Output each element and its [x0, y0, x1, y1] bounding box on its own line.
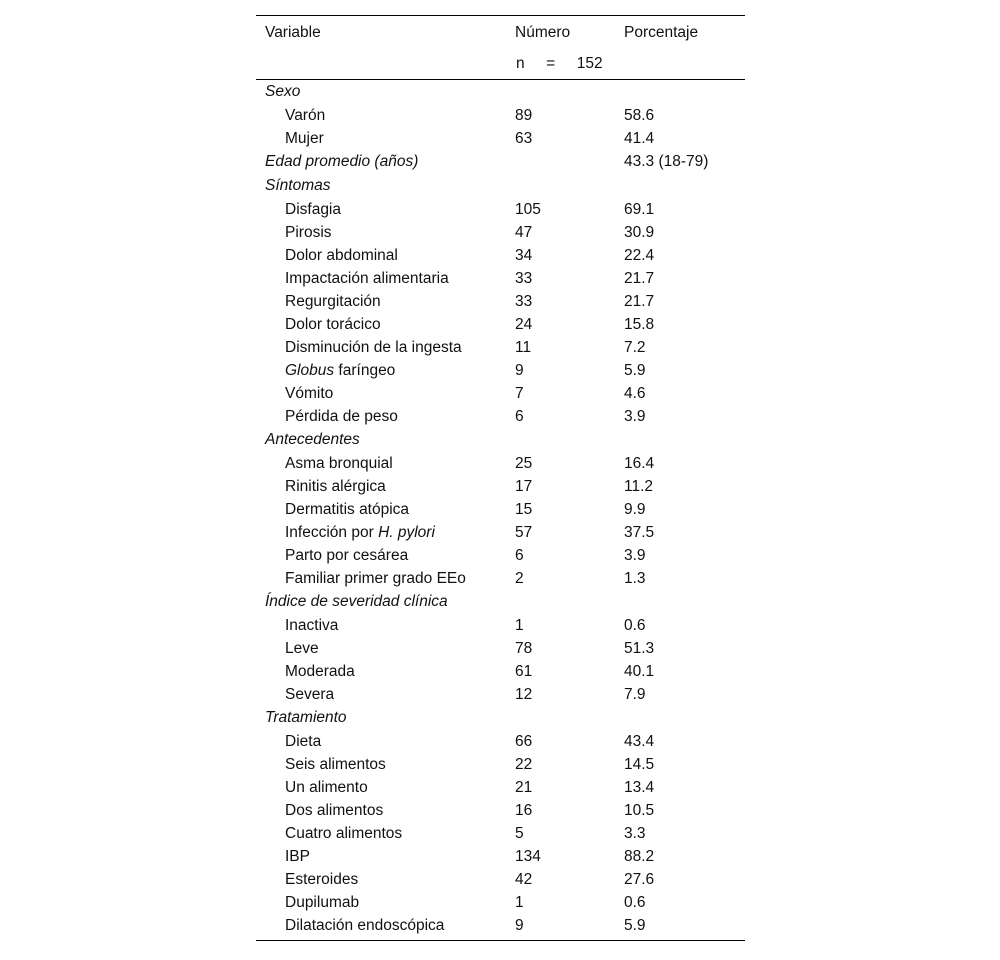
row-percentage: 51.3 [624, 640, 655, 657]
row-label: Cuatro alimentos [285, 825, 403, 842]
row-number: 66 [515, 733, 533, 750]
row-percentage: 69.1 [624, 201, 655, 218]
row-label: Dilatación endoscópica [285, 917, 445, 934]
row-percentage: 14.5 [624, 756, 655, 773]
row-label-rest: faríngeo [334, 362, 396, 379]
row-label: Leve [285, 640, 319, 657]
table-row [256, 313, 745, 336]
row-number: 6 [515, 408, 524, 425]
row-label: Rinitis alérgica [285, 478, 386, 495]
row-label: Disminución de la ingesta [285, 339, 462, 356]
row-label-prefix: Infección por [285, 524, 379, 541]
row-percentage: 21.7 [624, 293, 655, 310]
row-label: Un alimento [285, 779, 368, 796]
row-label: Inactiva [285, 617, 339, 634]
row-number: 5 [515, 825, 524, 842]
row-number: 105 [515, 201, 541, 218]
row-label: Regurgitación [285, 293, 381, 310]
row-percentage: 43.3 (18-79) [624, 153, 709, 170]
row-percentage: 58.6 [624, 107, 655, 124]
table-row [256, 776, 745, 799]
row-percentage: 0.6 [624, 617, 646, 634]
row-label: Moderada [285, 663, 355, 680]
row-percentage: 5.9 [624, 362, 646, 379]
row-label: Severa [285, 686, 335, 703]
row-percentage: 13.4 [624, 779, 655, 796]
header-porcentaje: Porcentaje [624, 24, 699, 41]
table-row [256, 521, 745, 544]
table-row [256, 730, 745, 753]
table-row [256, 452, 745, 475]
row-percentage: 9.9 [624, 501, 646, 518]
table-header [256, 16, 745, 80]
section-row-antecedentes [256, 428, 745, 452]
row-label: Impactación alimentaria [285, 270, 449, 287]
row-number: 6 [515, 547, 524, 564]
row-percentage: 7.9 [624, 686, 646, 703]
row-label: Pérdida de peso [285, 408, 398, 425]
row-number: 42 [515, 871, 533, 888]
table-row [256, 498, 745, 521]
row-number: 25 [515, 455, 533, 472]
table-row [256, 267, 745, 290]
row-percentage: 16.4 [624, 455, 655, 472]
table-row [256, 221, 745, 244]
row-percentage: 7.2 [624, 339, 646, 356]
row-label [285, 359, 395, 382]
section-row-sexo [256, 80, 745, 104]
row-number: 9 [515, 917, 524, 934]
table-row [256, 104, 745, 127]
row-number: 12 [515, 686, 533, 703]
row-label-italic: Globus [285, 362, 335, 379]
row-label [285, 521, 435, 544]
section-row-edad [256, 150, 745, 174]
table-row [256, 359, 745, 382]
row-label: Familiar primer grado EEo [285, 570, 466, 587]
row-label: Varón [285, 107, 326, 124]
table-row [256, 868, 745, 891]
row-percentage: 3.9 [624, 547, 646, 564]
table-row [256, 475, 745, 498]
row-number: 9 [515, 362, 524, 379]
row-number: 16 [515, 802, 533, 819]
table-row [256, 244, 745, 267]
row-percentage: 27.6 [624, 871, 655, 888]
row-number: 78 [515, 640, 533, 657]
table-row [256, 198, 745, 221]
row-number: 34 [515, 247, 533, 264]
row-number: 33 [515, 270, 533, 287]
section-label: Índice de severidad clínica [265, 593, 448, 610]
row-number: 61 [515, 663, 533, 680]
row-number: 47 [515, 224, 533, 241]
row-number: 57 [515, 524, 533, 541]
row-label: Parto por cesárea [285, 547, 409, 564]
row-number: 22 [515, 756, 533, 773]
section-label: Sexo [265, 83, 301, 100]
row-label: Vómito [285, 385, 334, 402]
row-percentage: 11.2 [624, 478, 654, 495]
table-row [256, 683, 745, 706]
row-number: 7 [515, 385, 524, 402]
section-row-severidad [256, 590, 745, 614]
demographics-table [256, 15, 745, 941]
row-label: Dermatitis atópica [285, 501, 410, 518]
row-number: 134 [515, 848, 541, 865]
row-percentage: 30.9 [624, 224, 655, 241]
row-number: 63 [515, 130, 533, 147]
row-percentage: 40.1 [624, 663, 655, 680]
table-row [256, 822, 745, 845]
section-label: Antecedentes [265, 431, 360, 448]
row-number: 1 [515, 617, 524, 634]
row-label: Disfagia [285, 201, 341, 218]
row-percentage: 3.3 [624, 825, 646, 842]
table-row [256, 405, 745, 428]
table-row [256, 799, 745, 822]
header-sample-size: n = 152 [516, 55, 603, 72]
table-row [256, 753, 745, 776]
row-label: Asma bronquial [285, 455, 393, 472]
row-label: Mujer [285, 130, 324, 147]
table-row [256, 614, 745, 637]
row-label: Dolor abdominal [285, 247, 398, 264]
row-label: Dos alimentos [285, 802, 384, 819]
row-label-italic: H. pylori [378, 524, 435, 541]
table-row [256, 127, 745, 150]
row-percentage: 0.6 [624, 894, 646, 911]
table-row [256, 567, 745, 590]
section-label: Tratamiento [265, 709, 347, 726]
row-number: 11 [515, 339, 532, 356]
row-number: 89 [515, 107, 533, 124]
table-row [256, 891, 745, 914]
row-number: 17 [515, 478, 533, 495]
row-number: 15 [515, 501, 533, 518]
section-row-sintomas [256, 174, 745, 198]
row-label: Seis alimentos [285, 756, 386, 773]
table-row [256, 336, 745, 359]
table-row [256, 914, 745, 937]
row-label: Dieta [285, 733, 322, 750]
row-label: Dupilumab [285, 894, 360, 911]
table-row [256, 637, 745, 660]
row-number: 1 [515, 894, 524, 911]
row-percentage: 1.3 [624, 570, 646, 587]
row-percentage: 22.4 [624, 247, 655, 264]
table-row [256, 660, 745, 683]
row-number: 24 [515, 316, 533, 333]
table-row [256, 845, 745, 868]
row-label: Pirosis [285, 224, 332, 241]
header-numero: Número [515, 24, 571, 41]
section-label: Síntomas [265, 177, 331, 194]
row-percentage: 15.8 [624, 316, 655, 333]
table-row [256, 544, 745, 567]
row-label: Esteroides [285, 871, 359, 888]
row-percentage: 41.4 [624, 130, 655, 147]
row-percentage: 4.6 [624, 385, 646, 402]
table-row [256, 382, 745, 405]
row-percentage: 10.5 [624, 802, 655, 819]
row-percentage: 3.9 [624, 408, 646, 425]
header-variable: Variable [265, 24, 321, 41]
row-number: 21 [515, 779, 533, 796]
row-label: IBP [285, 848, 310, 865]
row-number: 2 [515, 570, 524, 587]
table-row [256, 290, 745, 313]
section-label: Edad promedio (años) [265, 153, 419, 170]
row-label: Dolor torácico [285, 316, 381, 333]
row-percentage: 43.4 [624, 733, 655, 750]
row-percentage: 88.2 [624, 848, 655, 865]
section-row-tratamiento [256, 706, 745, 730]
row-percentage: 37.5 [624, 524, 655, 541]
row-percentage: 21.7 [624, 270, 655, 287]
table-body [256, 80, 745, 941]
row-number: 33 [515, 293, 533, 310]
row-percentage: 5.9 [624, 917, 646, 934]
